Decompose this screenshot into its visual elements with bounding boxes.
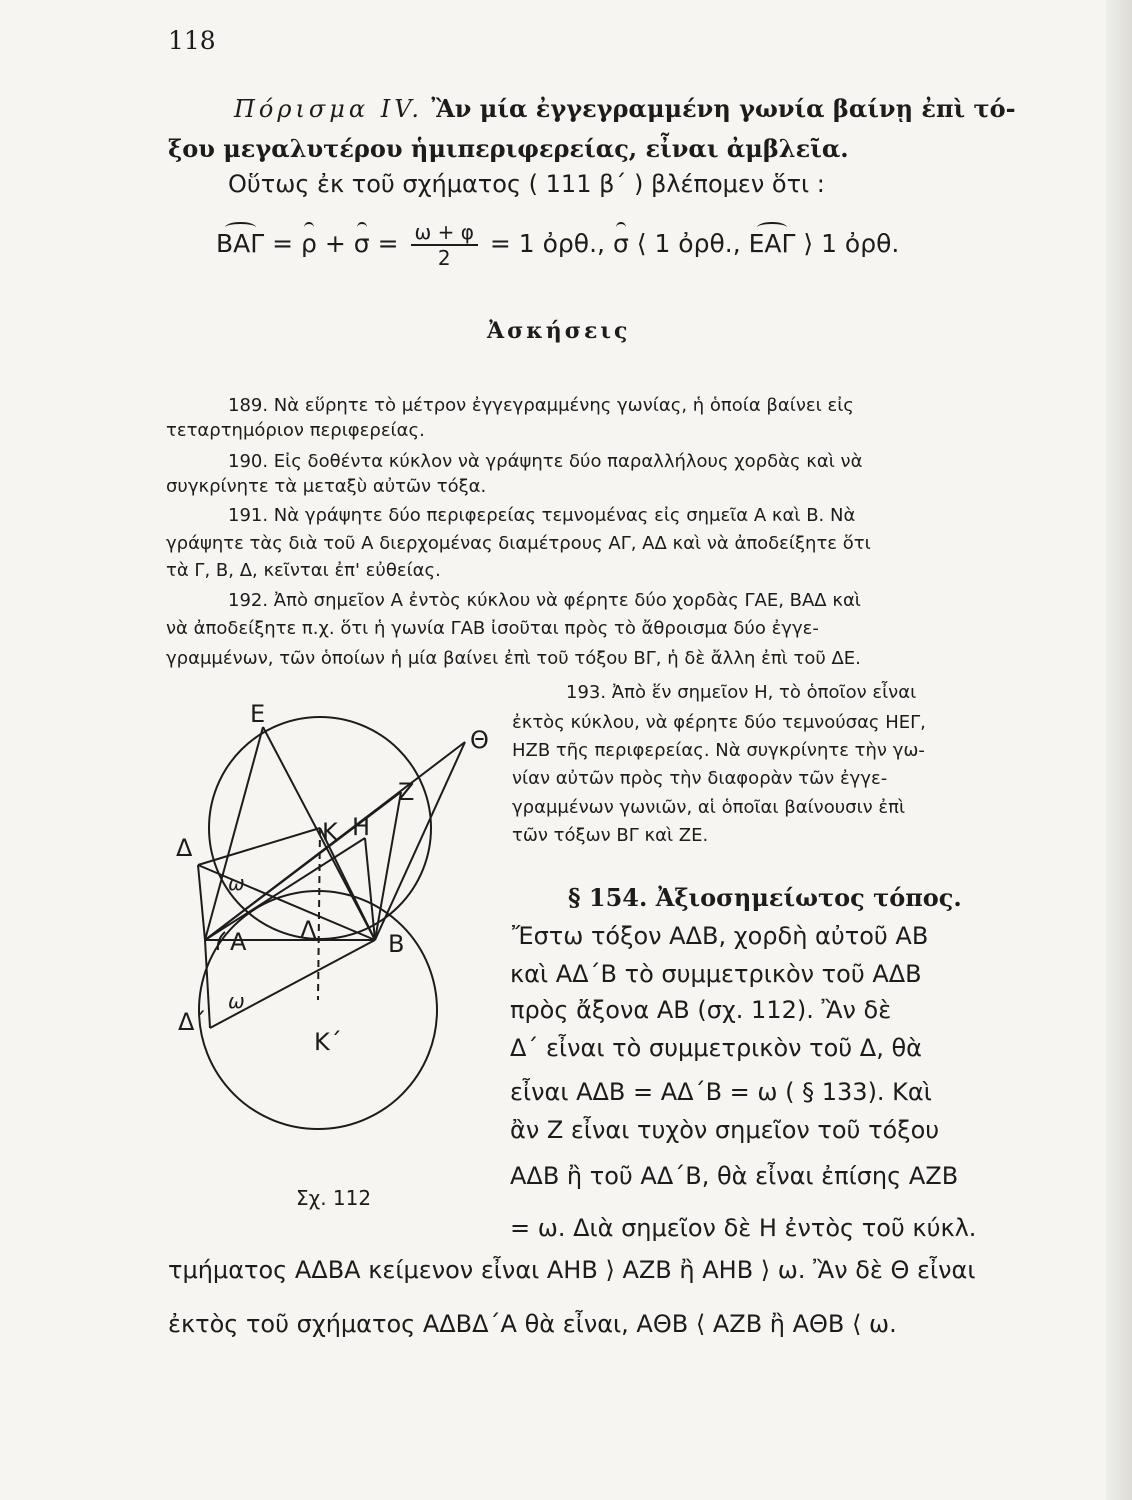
formula-rest2: ⟨ 1 ὀρθ., bbox=[628, 229, 741, 258]
seg-delta-b bbox=[198, 865, 375, 940]
formula-sigma: σ bbox=[353, 229, 370, 258]
formula-eq2: = bbox=[377, 229, 399, 258]
formula-fraction bbox=[411, 220, 478, 270]
exercise-line: τὰ Γ, Β, Δ, κεῖνται ἐπ' εὐθείας. bbox=[166, 560, 441, 581]
formula-denominator: 2 bbox=[437, 246, 451, 270]
figure-caption: Σχ. 112 bbox=[296, 1186, 372, 1210]
section-line: ἂν Ζ εἶναι τυχὸν σημεῖον τοῦ τόξου bbox=[510, 1116, 940, 1144]
exercise-line: 189. Νὰ εὕρητε τὸ μέτρον ἐγγεγραμμένης γωνίας, ἡ ὁποία βαίνει εἰς bbox=[228, 395, 854, 416]
label-k: Κ bbox=[322, 818, 338, 846]
section-line: ἐκτὸς τοῦ σχήματος ΑΔΒΔ΄Α θὰ εἶναι, ΑΘΒ ⟨ ΑΖΒ ἢ ΑΘΒ ⟨ ω. bbox=[168, 1310, 897, 1338]
seg-delta-a bbox=[198, 865, 205, 940]
exercise-line: συγκρίνητε τὰ μεταξὺ αὐτῶν τόξα. bbox=[166, 476, 487, 497]
exercise-line: τῶν τόξων ΒΓ καὶ ΖΕ. bbox=[512, 825, 709, 846]
label-a: Α bbox=[230, 928, 247, 956]
label-z: Ζ bbox=[398, 778, 415, 806]
figure-112 bbox=[170, 700, 510, 1190]
corollary-label: Πόρισμα IV. bbox=[234, 95, 423, 123]
exercise-line: νὰ ἀποδείξητε π.χ. ὅτι ἡ γωνία ΓΑΒ ἰσοῦται πρὸς τὸ ἄθροισμα δύο ἐγγε- bbox=[166, 618, 819, 639]
section-line: εἶναι ΑΔΒ = ΑΔ΄Β = ω ( § 133). Καὶ bbox=[510, 1078, 932, 1106]
section-line: πρὸς ἄξονα ΑΒ (σχ. 112). Ἂν δὲ bbox=[510, 996, 892, 1024]
formula-sigma2: σ bbox=[612, 229, 629, 258]
section-line: Ἔστω τόξον ΑΔΒ, χορδὴ αὐτοῦ ΑΒ bbox=[512, 922, 929, 950]
formula-plus: + bbox=[324, 229, 346, 258]
section-heading: § 154. Ἀξιοσημείωτος τόπος. bbox=[568, 883, 962, 912]
label-b: Β bbox=[388, 930, 405, 958]
exercise-line: 192. Ἀπὸ σημεῖον Α ἐντὸς κύκλου νὰ φέρητε δύο χορδὰς ΓΑΕ, ΒΑΔ καὶ bbox=[228, 590, 861, 611]
angle-formula bbox=[216, 220, 899, 270]
label-e: Ε bbox=[250, 700, 266, 728]
label-k-prime: Κ΄ bbox=[314, 1028, 342, 1056]
exercise-line: γραμμένων γωνιῶν, αἱ ὁποῖαι βαίνουσιν ἐπὶ bbox=[512, 797, 906, 818]
exercise-line: ΗΖΒ τῆς περιφερείας. Νὰ συγκρίνητε τὴν γω- bbox=[512, 740, 925, 761]
exercise-line: νίαν αὐτῶν πρὸς τὴν διαφορὰν τῶν ἐγγε- bbox=[512, 768, 888, 789]
formula-rho: ρ bbox=[301, 229, 317, 258]
section-line: καὶ ΑΔ΄Β τὸ συμμετρικὸν τοῦ ΑΔΒ bbox=[510, 960, 922, 988]
corollary-intro: Οὕτως ἐκ τοῦ σχήματος ( 111 β΄ ) βλέπομεν ὅτι : bbox=[228, 170, 825, 198]
exercises-title: Ἀσκήσεις bbox=[487, 318, 631, 344]
section-line: = ω. Διὰ σημεῖον δὲ Η ἐντὸς τοῦ κύκλ. bbox=[510, 1214, 977, 1242]
exercise-line: 190. Εἰς δοθέντα κύκλον νὰ γράψητε δύο παραλλήλους χορδὰς καὶ νὰ bbox=[228, 451, 863, 472]
label-h: Η bbox=[352, 813, 371, 841]
corollary-line-1 bbox=[234, 94, 1016, 123]
exercise-line: ἐκτὸς κύκλου, νὰ φέρητε δύο τεμνούσας ΗΕΓ, bbox=[512, 712, 926, 733]
label-delta-prime: Δ΄ bbox=[178, 1008, 207, 1036]
exercise-line: γράψητε τὰς διὰ τοῦ Α διερχομένας διαμέτρους ΑΓ, ΑΔ καὶ νὰ ἀποδείξητε ὅτι bbox=[166, 533, 871, 554]
formula-bag: ΒΑΓ bbox=[216, 229, 265, 258]
corollary-text-1: Ἂν μία ἐγγεγραμμένη γωνία βαίνῃ ἐπὶ τό- bbox=[422, 94, 1016, 123]
section-line: ΑΔΒ ἢ τοῦ ΑΔ΄Β, θὰ εἶναι ἐπίσης ΑΖΒ bbox=[510, 1162, 959, 1190]
formula-eag: ΕΑΓ bbox=[748, 229, 796, 258]
formula-eq1: = bbox=[272, 229, 294, 258]
formula-rest1: = 1 ὀρθ., bbox=[489, 229, 605, 258]
exercise-line: 191. Νὰ γράψητε δύο περιφερείας τεμνομένας εἰς σημεῖα Α καὶ Β. Νὰ bbox=[228, 505, 856, 526]
label-omega-1: ω bbox=[228, 871, 245, 895]
seg-thetab bbox=[375, 742, 465, 940]
label-lambda: Λ bbox=[300, 916, 317, 944]
seg-zb bbox=[375, 792, 401, 940]
section-line: Δ΄ εἶναι τὸ συμμετρικὸν τοῦ Δ, θὰ bbox=[510, 1034, 922, 1062]
seg-delta-k bbox=[198, 828, 320, 865]
section-line: τμήματος ΑΔΒΑ κείμενον εἶναι ΑΗΒ ⟩ ΑΖΒ ἢ ΑΗΒ ⟩ ω. Ἂν δὲ Θ εἶναι bbox=[168, 1256, 976, 1284]
exercise-line: γραμμένων, τῶν ὁποίων ἡ μία βαίνει ἐπὶ τοῦ τόξου ΒΓ, ἡ δὲ ἄλλη ἐπὶ τοῦ ΔΕ. bbox=[166, 648, 861, 669]
label-delta: Δ bbox=[176, 834, 193, 862]
formula-numerator: ω + φ bbox=[411, 220, 478, 246]
corollary-line-2: ξου μεγαλυτέρου ἡμιπεριφερείας, εἶναι ἀμβλεῖα. bbox=[168, 134, 849, 163]
page-number: 118 bbox=[168, 26, 216, 55]
exercise-line: τεταρτημόριον περιφερείας. bbox=[166, 420, 425, 441]
label-omega-2: ω bbox=[228, 989, 245, 1013]
page-edge bbox=[1106, 0, 1132, 1500]
exercise-line: 193. Ἀπὸ ἕν σημεῖον Η, τὸ ὁποῖον εἶναι bbox=[566, 682, 917, 703]
formula-rest3: ⟩ 1 ὀρθ. bbox=[795, 229, 900, 258]
label-theta: Θ bbox=[470, 726, 489, 754]
